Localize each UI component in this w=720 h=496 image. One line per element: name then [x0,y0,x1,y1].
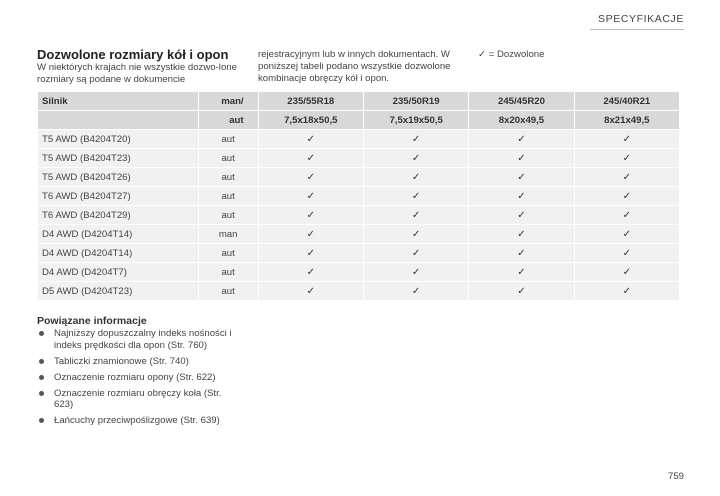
checkmark-icon: ✓ [469,206,574,225]
checkmark-icon: ✓ [363,225,468,244]
legend-label: = Dozwolone [488,49,545,60]
checkmark-icon: ✓ [363,282,468,301]
table-row [38,225,680,244]
table-row [38,187,680,206]
transmission-cell: aut [198,168,258,187]
checkmark-icon: ✓ [469,168,574,187]
checkmark-icon: ✓ [363,130,468,149]
checkmark-icon: ✓ [363,263,468,282]
list-item [37,356,242,368]
header-trans-line1: man/ [198,92,258,111]
engine-cell: D4 AWD (D4204T14) [38,225,199,244]
related-link-text: Najniższy dopuszczalny indeks nośności i indeks prędkości dla opon (Str. 760) [54,328,232,351]
checkmark-icon: ✓ [469,149,574,168]
checkmark-icon: ✓ [574,130,679,149]
engine-cell: T6 AWD (B4204T29) [38,206,199,225]
engine-cell: T5 AWD (B4204T26) [38,168,199,187]
bullet-icon [39,391,44,396]
related-link-text: Oznaczenie rozmiaru opony (Str. 622) [54,371,216,383]
section-title: Dozwolone rozmiary kół i opon [37,47,229,62]
header-divider [590,29,684,30]
header-tire-size: 245/40R21 [574,92,679,111]
related-info-list [37,328,242,431]
bullet-icon [39,418,44,423]
table-row [38,168,680,187]
checkmark-icon: ✓ [363,244,468,263]
header-tire-size: 245/45R20 [469,92,574,111]
checkmark-icon: ✓ [258,168,363,187]
checkmark-icon: ✓ [258,206,363,225]
table-header-row [38,92,680,111]
checkmark-icon: ✓ [363,149,468,168]
checkmark-icon: ✓ [574,206,679,225]
engine-cell: T6 AWD (B4204T27) [38,187,199,206]
checkmark-icon: ✓ [469,263,574,282]
list-item [37,372,242,384]
checkmark-icon: ✓ [469,130,574,149]
table-row [38,206,680,225]
table-row [38,130,680,149]
related-link-text: Łańcuchy przeciwpoślizgowe (Str. 639) [54,415,220,426]
header-rim-size: 7,5x18x50,5 [258,111,363,130]
engine-cell: D4 AWD (D4204T14) [38,244,199,263]
checkmark-icon: ✓ [258,244,363,263]
checkmark-icon: ✓ [258,282,363,301]
checkmark-icon: ✓ [363,187,468,206]
engine-cell: T5 AWD (B4204T23) [38,149,199,168]
checkmark-icon: ✓ [574,263,679,282]
header-rim-size: 8x20x49,5 [469,111,574,130]
checkmark-icon: ✓ [363,168,468,187]
transmission-cell: aut [198,263,258,282]
checkmark-icon: ✓ [258,187,363,206]
header-engine: Silnik [38,92,199,111]
related-info-title: Powiązane informacje [37,315,147,327]
intro-text-left: W niektórych krajach nie wszystkie dozwo-lone rozmiary są podane w dokumencie [37,62,237,85]
transmission-cell: aut [198,187,258,206]
table-row [38,282,680,301]
header-trans-line2: aut [198,111,258,130]
intro-text-right: rejestracyjnym lub w innych dokumentach. W poniższej tabeli podano wszystkie dozwolone kombinacje obręczy kół i opon. [258,49,451,84]
table-header-row [38,111,680,130]
checkmark-icon: ✓ [574,187,679,206]
header-engine-spacer [38,111,199,130]
checkmark-icon: ✓ [574,282,679,301]
checkmark-icon: ✓ [258,130,363,149]
checkmark-icon: ✓ [478,49,487,60]
table-row [38,244,680,263]
checkmark-icon: ✓ [258,149,363,168]
checkmark-icon: ✓ [574,225,679,244]
transmission-cell: aut [198,149,258,168]
checkmark-icon: ✓ [258,263,363,282]
transmission-cell: aut [198,206,258,225]
transmission-cell: man [198,225,258,244]
page-number: 759 [667,471,684,482]
header-rim-size: 8x21x49,5 [574,111,679,130]
checkmark-icon: ✓ [258,225,363,244]
table-row [38,263,680,282]
header-rim-size: 7,5x19x50,5 [363,111,468,130]
bullet-icon [39,359,44,364]
header-tire-size: 235/55R18 [258,92,363,111]
checkmark-icon: ✓ [574,149,679,168]
checkmark-icon: ✓ [469,225,574,244]
list-item [37,415,242,427]
table-row [38,149,680,168]
transmission-cell: aut [198,130,258,149]
checkmark-icon: ✓ [469,187,574,206]
engine-cell: D4 AWD (D4204T7) [38,263,199,282]
tire-size-table [37,91,680,301]
related-link-text: Oznaczenie rozmiaru obręczy koła (Str. 623) [54,387,222,410]
list-item [37,328,242,351]
legend [478,49,544,60]
bullet-icon [39,331,44,336]
transmission-cell: aut [198,282,258,301]
list-item [37,388,242,411]
checkmark-icon: ✓ [469,244,574,263]
transmission-cell: aut [198,244,258,263]
related-link-text: Tabliczki znamionowe (Str. 740) [54,355,189,367]
checkmark-icon: ✓ [574,168,679,187]
bullet-icon [39,375,44,380]
engine-cell: T5 AWD (B4204T20) [38,130,199,149]
engine-cell: D5 AWD (D4204T23) [38,282,199,301]
header-tire-size: 235/50R19 [363,92,468,111]
checkmark-icon: ✓ [469,282,574,301]
checkmark-icon: ✓ [363,206,468,225]
checkmark-icon: ✓ [574,244,679,263]
section-header: SPECYFIKACJE [598,13,684,25]
